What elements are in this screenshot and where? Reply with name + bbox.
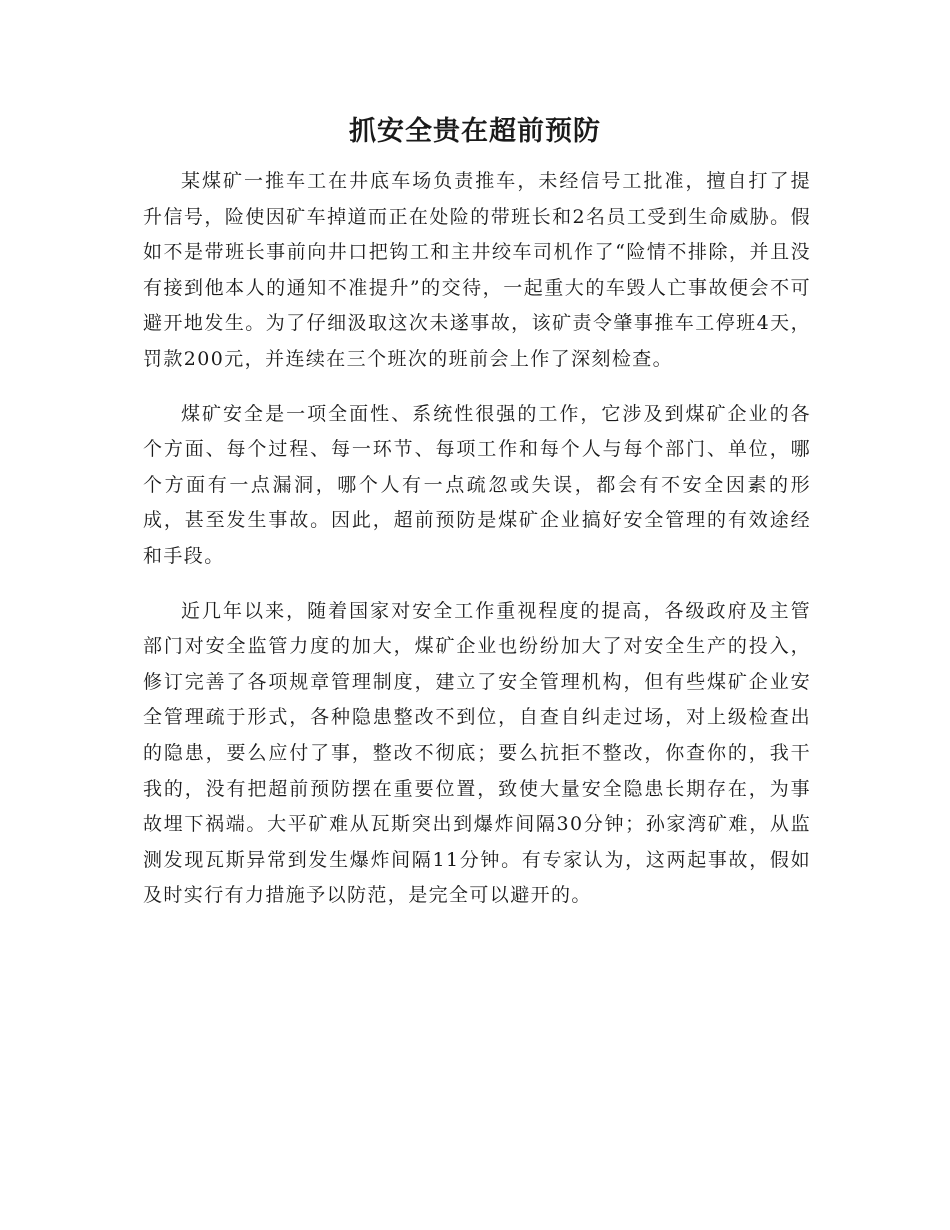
document-title: 抓安全贵在超前预防 xyxy=(349,116,601,147)
paragraph-1: 某煤矿一推车工在井底车场负责推车，未经信号工批准，擅自打了提升信号，险使因矿车掉道而正在处险的带班长和2名员工受到生命威胁。假如不是带班长事前向井口把钩工和主井绞车司机作了“险情不排除，并且没有接到他本人的通知不准提升”的交待，一起重大的车毁人亡事故便会不可避开地发生。为了仔细汲取这次未遂事故，该矿责令肇事推车工停班4天，罚款200元，并连续在三个班次的班前会上作了深刻检查。 xyxy=(143,170,811,370)
paragraph-3: 近几年以来，随着国家对安全工作重视程度的提高，各级政府及主管部门对安全监管力度的加大，煤矿企业也纷纷加大了对安全生产的投入，修订完善了各项规章管理制度，建立了安全管理机构，但有些煤矿企业安全管理疏于形式，各种隐患整改不到位，自查自纠走过场，对上级检查出的隐患，要么应付了事，整改不彻底；要么抗拒不整改，你查你的，我干我的，没有把超前预防摆在重要位置，致使大量安全隐患长期存在，为事故埋下祸端。大平矿难从瓦斯突出到爆炸间隔30分钟；孙家湾矿难，从监测发现瓦斯异常到发生爆炸间隔11分钟。有专家认为，这两起事故，假如及时实行有力措施予以防范，是完全可以避开的。 xyxy=(143,599,811,907)
document-body xyxy=(143,164,811,933)
paragraph-2: 煤矿安全是一项全面性、系统性很强的工作，它涉及到煤矿企业的各个方面、每个过程、每一环节、每项工作和每个人与每个部门、单位，哪个方面有一点漏洞，哪个人有一点疏忽或失误，都会有不安全因素的形成，甚至发生事故。因此，超前预防是煤矿企业搞好安全管理的有效途经和手段。 xyxy=(143,402,811,567)
